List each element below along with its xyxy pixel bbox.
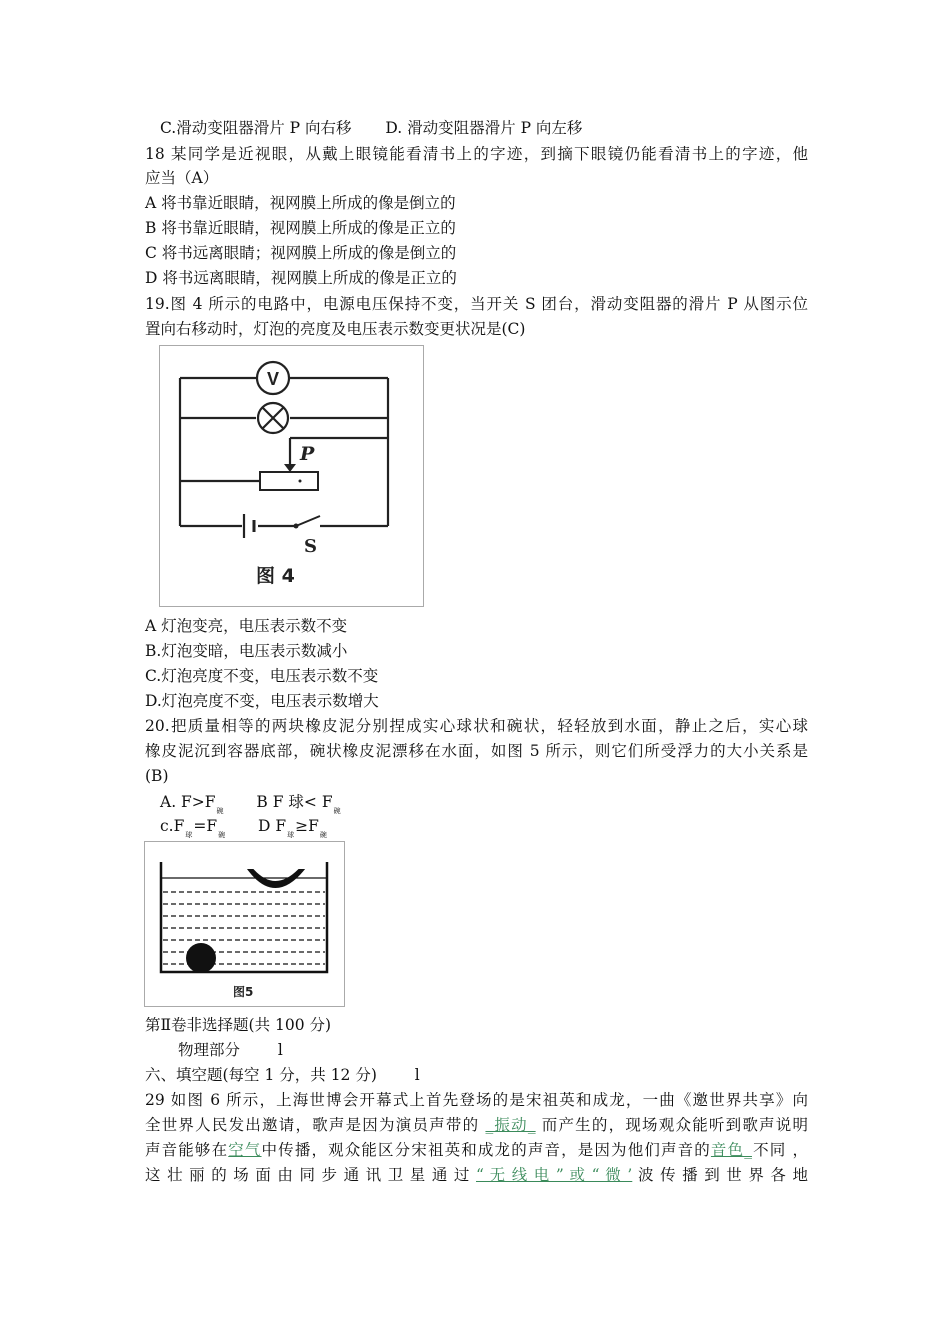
fill-blank-title: 六、填空题(每空 1 分，共 12 分) <box>145 1066 377 1084</box>
sphere-icon <box>186 943 216 973</box>
q20-option-d: D $F_球\ge F_碗$ <box>258 817 327 839</box>
q20-stem-line1: 20.把质量相等的两块橡皮泥分别捏成实心球状和碗状，轻轻放到水面，静止之后，实心球 <box>145 717 808 735</box>
q29-answer-wave: “ 无 线 电 ” 或 “ 微 ’ <box>476 1166 633 1184</box>
q29-answer-air: 空气 <box>228 1141 262 1159</box>
figure-5-caption: 图5 <box>233 985 254 999</box>
q17-options-cd <box>160 118 582 138</box>
q29-line1: 29 如图 6 所示，上海世博会开幕式上首先登场的是宋祖英和成龙，一曲《邀世界共享》向 <box>145 1091 808 1109</box>
physics-label: 物理部分 <box>178 1041 241 1059</box>
q18-option-c: C 将书远离眼睛；视网膜上所成的像是倒立的 <box>145 244 457 262</box>
q29-line3: 声音能够在空气中传播，观众能区分宋祖英和成龙的声音，是因为他们声音的音色_不同 ， <box>145 1141 808 1159</box>
q18-option-d: D 将书远离眼睛，视网膜上所成的像是正立的 <box>145 269 457 287</box>
q19-stem-line1: 19.图 4 所示的电路中，电源电压保持不变，当开关 S 团台，滑动变阻器的滑片 P 从图示位 <box>145 295 808 313</box>
q29-answer-vibration: _振动_ <box>485 1116 536 1134</box>
q20-option-a: A. $F>F_碗$ <box>160 793 224 815</box>
q17-option-d: D. 滑动变阻器滑片 P 向左移 <box>385 119 583 137</box>
buoyancy-diagram <box>145 842 344 1006</box>
q19-option-c: C.灯泡亮度不变，电压表示数不变 <box>145 667 379 685</box>
q20-stem-line2: 橡皮泥沉到容器底部，碗状橡皮泥漂移在水面，如图 5 所示，则它们所受浮力的大小关系是 <box>145 742 808 760</box>
q18-stem-line2: 应当（A） <box>145 169 219 187</box>
q20-option-c: $c.F_球=F_碗$ <box>160 817 226 839</box>
circuit-diagram <box>160 346 423 606</box>
q18-option-b: B 将书靠近眼睛，视网膜上所成的像是正立的 <box>145 219 456 237</box>
q18-option-a: A 将书靠近眼睛，视网膜上所成的像是倒立的 <box>145 194 456 212</box>
q29-answer-timbre: 音色_ <box>710 1141 752 1159</box>
voltmeter-label: V <box>266 369 280 389</box>
slider-label: P <box>300 443 315 465</box>
rheostat-icon <box>260 472 318 490</box>
physics-mark: l <box>277 1041 283 1059</box>
q17-option-c: C.滑动变阻器滑片 P 向右移 <box>160 119 352 137</box>
fill-blank-mark: l <box>414 1066 420 1084</box>
q19-stem-line2: 置向右移动时，灯泡的亮度及电压表示数变更状况是(C) <box>145 320 526 338</box>
physics-section <box>178 1040 283 1060</box>
q19-option-d: D.灯泡亮度不变，电压表示数增大 <box>145 692 379 710</box>
q19-option-a: A 灯泡变亮，电压表示数不变 <box>145 617 348 635</box>
q18-stem-line1: 18 某同学是近视眼，从戴上眼镜能看清书上的字迹，到摘下眼镜仍能看清书上的字迹，他 <box>145 145 808 163</box>
section-2-title: 第Ⅱ卷非选择题(共 100 分) <box>145 1016 332 1034</box>
figure-5-container <box>144 841 345 1007</box>
fill-blank-heading <box>145 1065 420 1085</box>
figure-4-caption: 图 4 <box>256 565 295 587</box>
q29-line4: 这 壮 丽 的 场 面 由 同 步 通 讯 卫 星 通 过 “ 无 线 电 ” 或 “ 微 ’ 波 传 播 到 世 界 各 地 <box>145 1166 808 1184</box>
q29-line2: 全世界人民发出邀请，歌声是因为演员声带的 _振动_ 而产生的，现场观众能听到歌声说明 <box>145 1116 808 1134</box>
q20-stem-line3: (B) <box>145 767 169 785</box>
q19-option-b: B.灯泡变暗，电压表示数减小 <box>145 642 348 660</box>
slider-arrow-icon <box>284 464 296 472</box>
figure-4-circuit <box>159 345 424 607</box>
switch-label: S <box>304 536 317 557</box>
q20-option-b: B F 球< $F_碗$ <box>256 793 341 815</box>
